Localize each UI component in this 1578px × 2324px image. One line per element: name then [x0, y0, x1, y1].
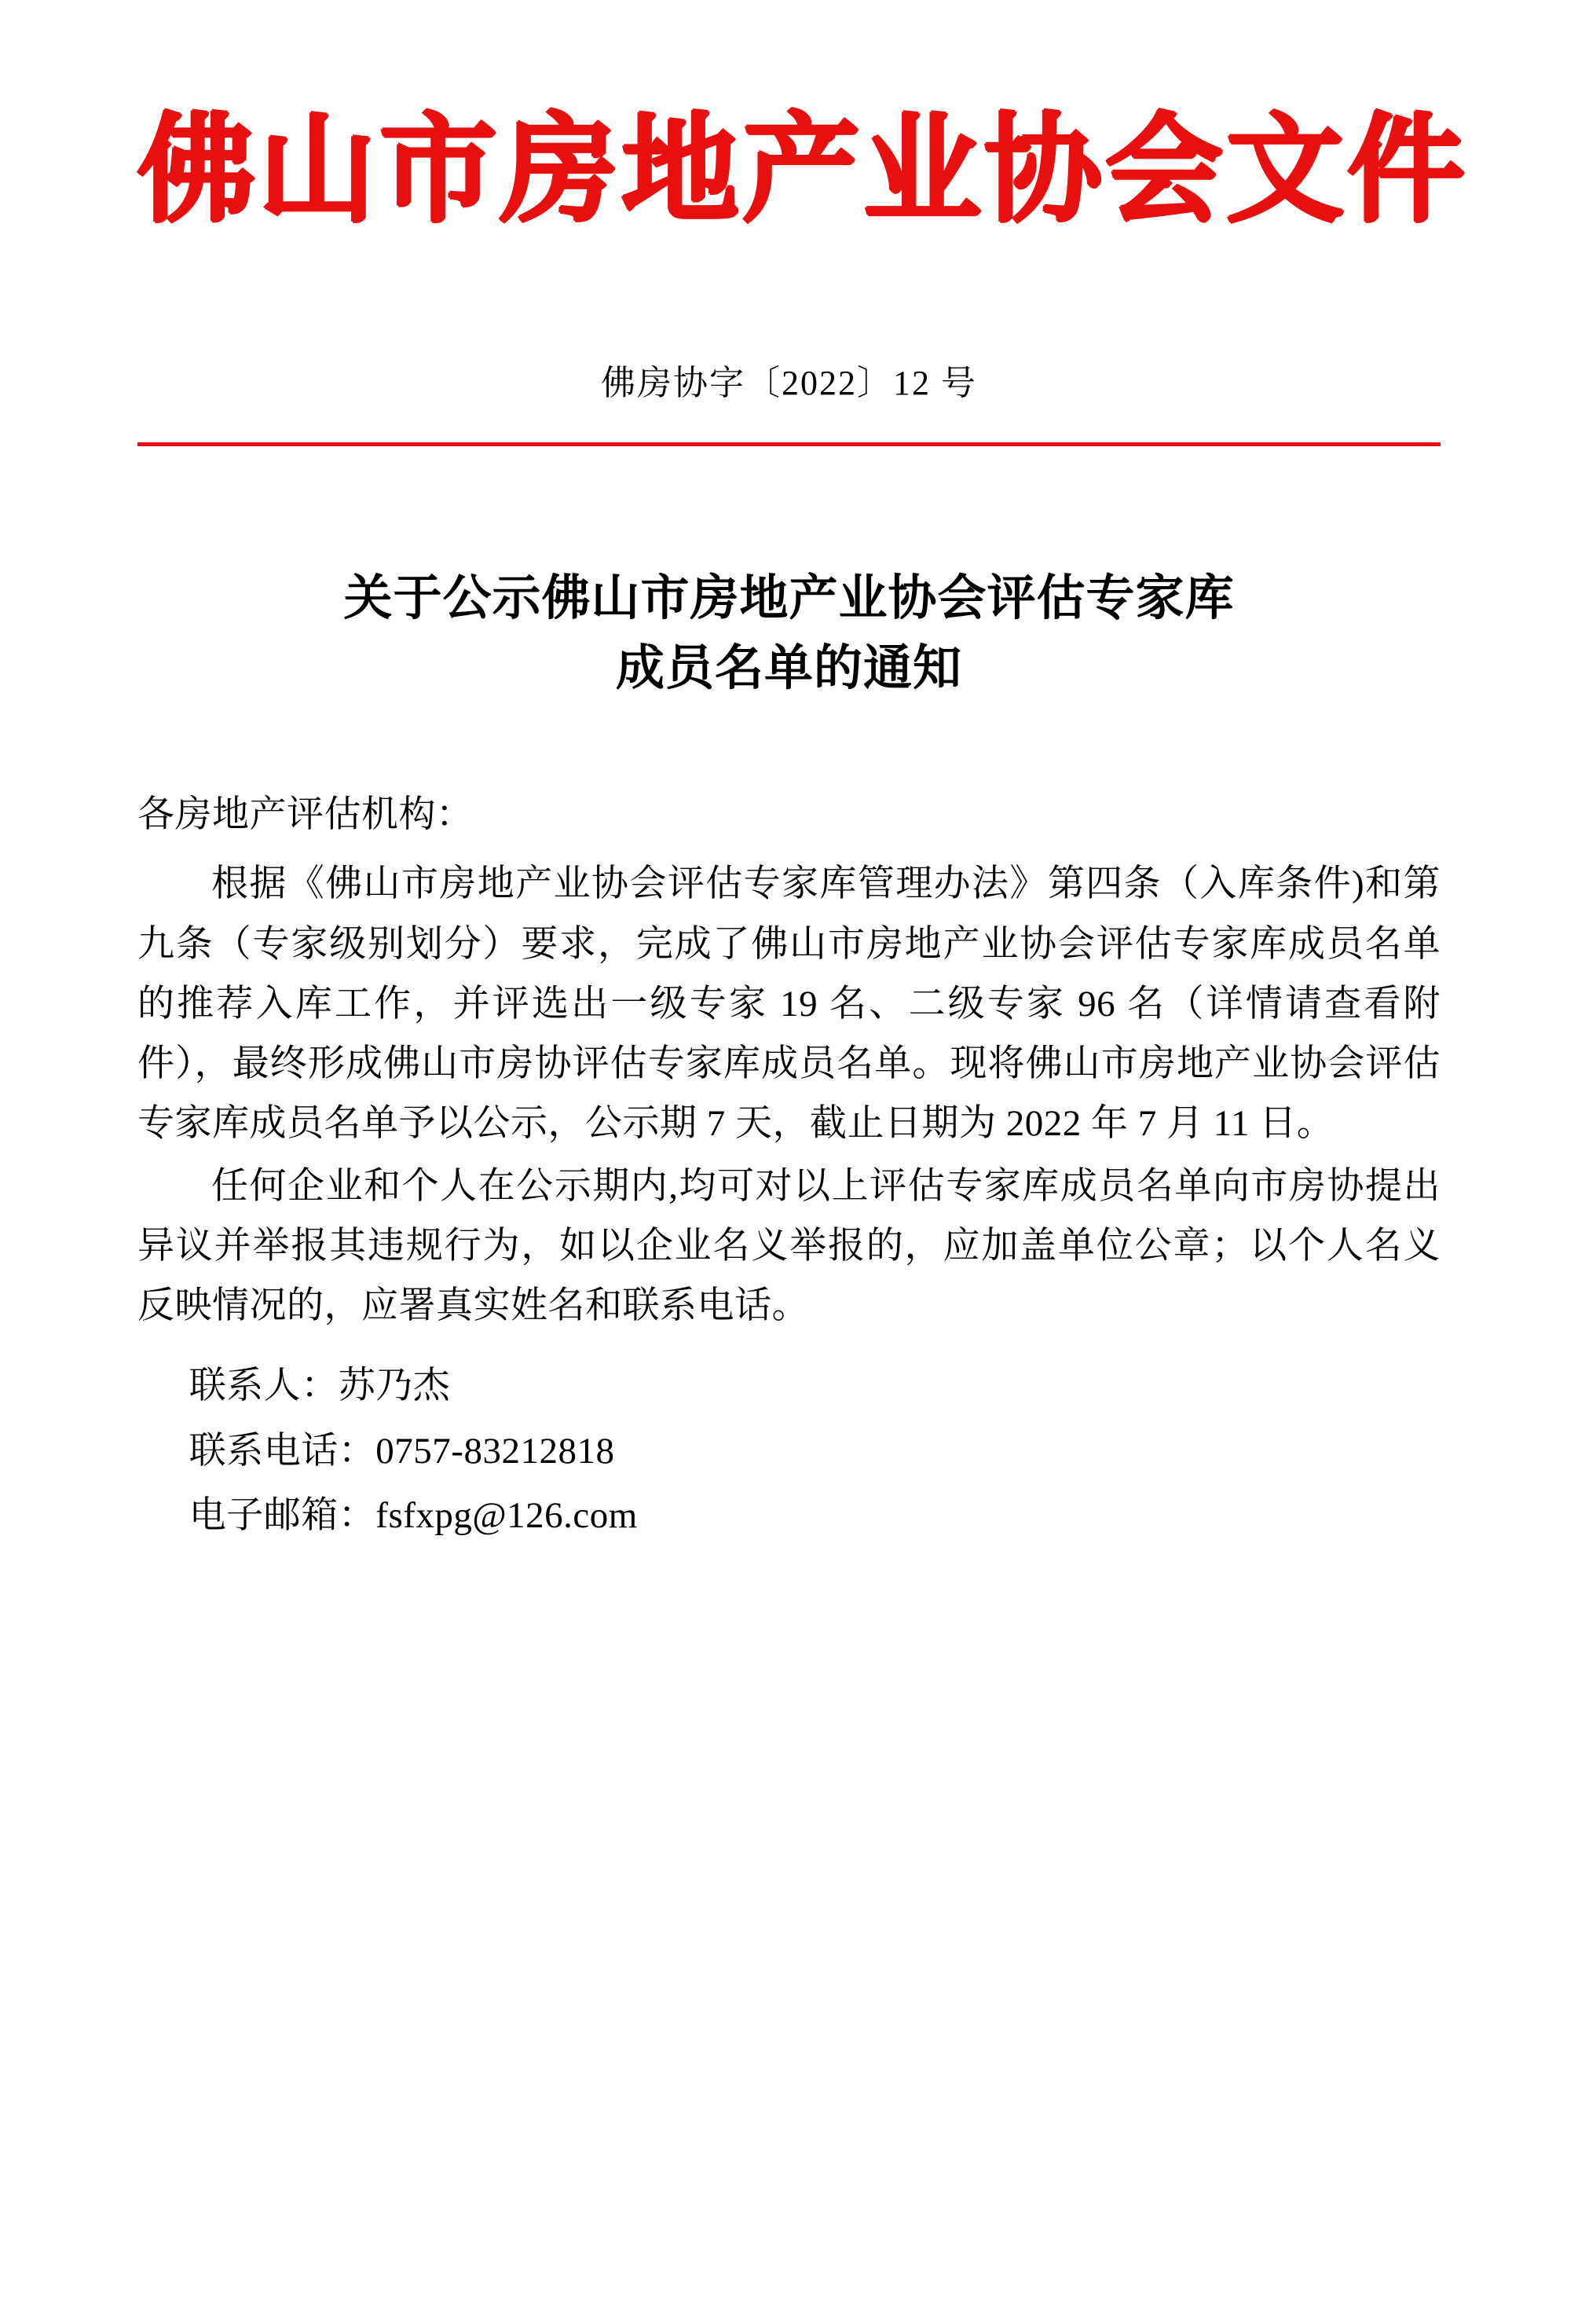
page-title-line-2: 成员名单的通知 — [615, 639, 962, 697]
red-divider-rule — [137, 442, 1441, 446]
document-page — [0, 102, 1578, 2324]
body-paragraph-2: 任何企业和个人在公示期内,均可对以上评估专家库成员名单向市房协提出异议并举报其违规行为，如以企业名义举报的，应加盖单位公章；以个人名义反映情况的，应署真实姓名和联系电话。 — [137, 1166, 1441, 1327]
contact-person: 联系人：苏乃杰 — [189, 1365, 451, 1407]
page-title — [137, 563, 1441, 704]
document-body — [137, 785, 1441, 1545]
body-paragraph-1: 根据《佛山市房地产业协会评估专家库管理办法》第四条（入库条件)和第九条（专家级别划分）要求，完成了佛山市房地产业协会评估专家库成员名单的推荐入库工作，并评选出一级专家 19 名、二级专家 96 名（详情请查看附件），最终形成佛山市房协评估专家库成员名单。现将佛山市房地产业协会评估专家库成员名单予以公示，公示期 7 天，截止日期为 2022 年 7 月 11 日。 — [137, 863, 1441, 1144]
document-masthead-title: 佛山市房地产业协会文件 — [137, 101, 1469, 239]
contact-block — [137, 1356, 1441, 1545]
document-number: 佛房协字〔2022〕12 号 — [601, 363, 977, 402]
page-title-line-1: 关于公示佛山市房地产业协会评估专家库 — [343, 568, 1235, 626]
salutation: 各房地产评估机构： — [137, 794, 474, 836]
contact-phone: 联系电话：0757-83212818 — [189, 1430, 615, 1472]
contact-email: 电子邮箱：fsfxpg@126.com — [189, 1494, 638, 1536]
